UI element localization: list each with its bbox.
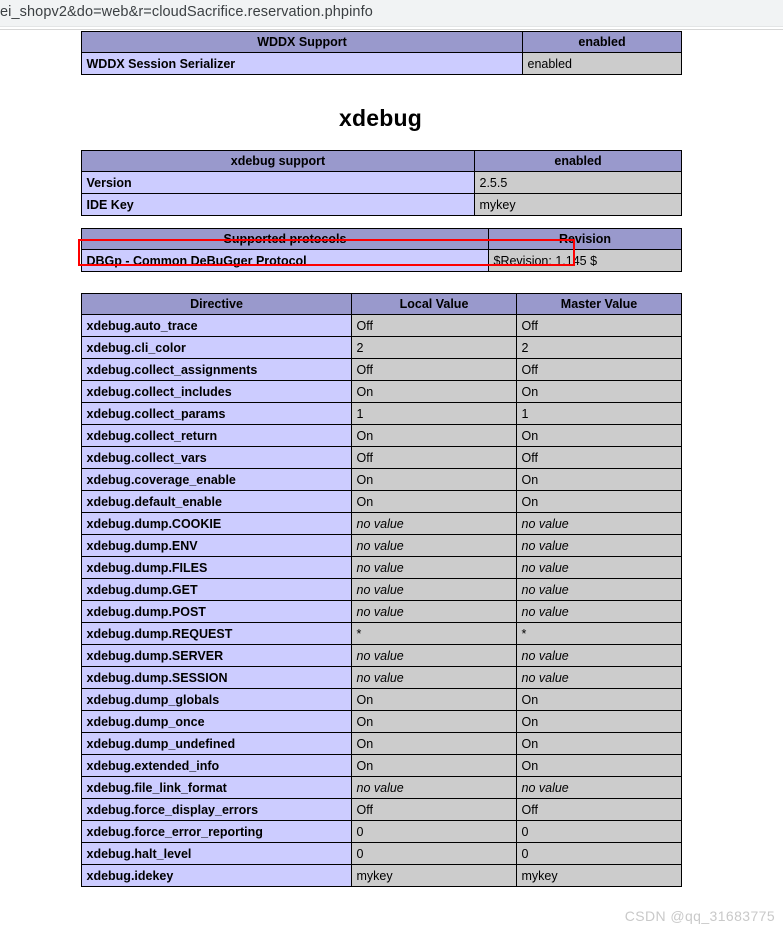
table-row <box>81 755 681 777</box>
directives-header-master-value: Master Value <box>516 294 681 315</box>
directive-local-value: 0 <box>351 821 516 843</box>
watermark: CSDN @qq_31683775 <box>624 908 775 924</box>
directive-local-value <box>351 777 516 799</box>
table-row <box>81 821 681 843</box>
protocols-table-body <box>81 229 681 272</box>
directive-local-value: mykey <box>351 865 516 887</box>
directive-name: xdebug.extended_info <box>81 755 351 777</box>
table-header-row <box>81 229 681 250</box>
browser-url-bar[interactable] <box>0 0 783 27</box>
directive-name: xdebug.collect_params <box>81 403 351 425</box>
directive-master-value: 2 <box>516 337 681 359</box>
spacer <box>81 216 681 228</box>
support-row-name-version: Version <box>81 172 474 194</box>
directive-local-value: Off <box>351 315 516 337</box>
no-value-text: no value <box>521 516 569 531</box>
directive-name: xdebug.dump.GET <box>81 579 351 601</box>
directive-name: xdebug.collect_return <box>81 425 351 447</box>
no-value-text: no value <box>356 560 404 575</box>
table-row <box>81 579 681 601</box>
directive-local-value: On <box>351 711 516 733</box>
table-row <box>81 865 681 887</box>
directives-header-local-value: Local Value <box>351 294 516 315</box>
table-row <box>81 667 681 689</box>
directive-master-value: On <box>516 711 681 733</box>
directive-master-value: On <box>516 733 681 755</box>
directive-master-value <box>516 513 681 535</box>
directive-master-value: Off <box>516 799 681 821</box>
chrome-divider <box>0 28 783 30</box>
table-row <box>81 469 681 491</box>
directive-local-value: On <box>351 381 516 403</box>
supported-protocols-table <box>81 228 682 272</box>
no-value-text: no value <box>356 780 404 795</box>
table-row <box>81 250 681 272</box>
directive-master-value: mykey <box>516 865 681 887</box>
directive-master-value <box>516 645 681 667</box>
directive-master-value <box>516 579 681 601</box>
directive-name: xdebug.dump.REQUEST <box>81 623 351 645</box>
phpinfo-content <box>81 31 681 887</box>
no-value-text: no value <box>356 670 404 685</box>
directive-local-value: 2 <box>351 337 516 359</box>
table-row <box>81 359 681 381</box>
protocols-row-value: $Revision: 1.145 $ <box>488 250 681 272</box>
table-row <box>81 601 681 623</box>
url-text[interactable]: ei_shopv2&do=web&r=cloudSacrifice.reservation.phpinfo <box>0 4 373 20</box>
directive-name: xdebug.dump_once <box>81 711 351 733</box>
directive-master-value <box>516 601 681 623</box>
directive-name: xdebug.dump.FILES <box>81 557 351 579</box>
directive-name: xdebug.collect_includes <box>81 381 351 403</box>
directive-master-value: * <box>516 623 681 645</box>
directive-local-value <box>351 535 516 557</box>
no-value-text: no value <box>356 582 404 597</box>
table-row <box>81 733 681 755</box>
directives-header-directive: Directive <box>81 294 351 315</box>
directive-name: xdebug.cli_color <box>81 337 351 359</box>
directive-local-value <box>351 579 516 601</box>
no-value-text: no value <box>521 604 569 619</box>
xdebug-directives-table <box>81 293 682 887</box>
no-value-text: no value <box>521 648 569 663</box>
no-value-text: no value <box>356 604 404 619</box>
no-value-text: no value <box>521 670 569 685</box>
directive-master-value: On <box>516 381 681 403</box>
spacer <box>81 132 681 150</box>
directive-master-value: 0 <box>516 843 681 865</box>
directive-master-value: On <box>516 425 681 447</box>
directive-name: xdebug.file_link_format <box>81 777 351 799</box>
directive-local-value: On <box>351 491 516 513</box>
table-row <box>81 799 681 821</box>
directive-local-value <box>351 645 516 667</box>
directive-name: xdebug.halt_level <box>81 843 351 865</box>
table-row <box>81 689 681 711</box>
table-header-row <box>81 294 681 315</box>
table-row <box>81 337 681 359</box>
directive-master-value: Off <box>516 447 681 469</box>
table-row <box>81 315 681 337</box>
directive-local-value: 0 <box>351 843 516 865</box>
directive-local-value: 1 <box>351 403 516 425</box>
directive-local-value: On <box>351 425 516 447</box>
directive-master-value <box>516 535 681 557</box>
directive-name: xdebug.collect_assignments <box>81 359 351 381</box>
directive-master-value: On <box>516 689 681 711</box>
table-row <box>81 557 681 579</box>
directive-local-value: Off <box>351 447 516 469</box>
xdebug-support-table <box>81 150 682 216</box>
directive-name: xdebug.dump_undefined <box>81 733 351 755</box>
no-value-text: no value <box>521 560 569 575</box>
directive-name: xdebug.dump.POST <box>81 601 351 623</box>
directive-local-value <box>351 667 516 689</box>
directive-master-value <box>516 777 681 799</box>
no-value-text: no value <box>356 516 404 531</box>
module-title: xdebug <box>339 105 422 131</box>
directive-name: xdebug.force_error_reporting <box>81 821 351 843</box>
table-row <box>81 843 681 865</box>
directive-name: xdebug.coverage_enable <box>81 469 351 491</box>
directive-master-value: Off <box>516 359 681 381</box>
support-row-name-ide-key: IDE Key <box>81 194 474 216</box>
wddx-table-body <box>81 32 681 75</box>
table-row <box>81 491 681 513</box>
protocols-row-name: DBGp - Common DeBuGger Protocol <box>81 250 488 272</box>
spacer <box>81 75 681 105</box>
directive-local-value: Off <box>351 799 516 821</box>
table-row <box>81 645 681 667</box>
no-value-text: no value <box>356 538 404 553</box>
directive-name: xdebug.force_display_errors <box>81 799 351 821</box>
directive-master-value <box>516 557 681 579</box>
directive-local-value <box>351 513 516 535</box>
directive-local-value: On <box>351 755 516 777</box>
protocols-header-value: Revision <box>488 229 681 250</box>
directives-table-body <box>81 294 681 887</box>
directive-name: xdebug.dump.ENV <box>81 535 351 557</box>
directive-local-value: On <box>351 733 516 755</box>
directive-local-value <box>351 601 516 623</box>
wddx-row-name: WDDX Session Serializer <box>81 53 522 75</box>
table-header-row <box>81 151 681 172</box>
wddx-support-table <box>81 31 682 75</box>
no-value-text: no value <box>521 780 569 795</box>
wddx-header-name: WDDX Support <box>81 32 522 53</box>
support-header-name: xdebug support <box>81 151 474 172</box>
spacer <box>81 272 681 293</box>
directive-name: xdebug.auto_trace <box>81 315 351 337</box>
directive-local-value: Off <box>351 359 516 381</box>
support-row-value-version: 2.5.5 <box>474 172 681 194</box>
directive-name: xdebug.dump_globals <box>81 689 351 711</box>
wddx-header-value: enabled <box>522 32 681 53</box>
no-value-text: no value <box>521 582 569 597</box>
directive-local-value <box>351 557 516 579</box>
wddx-row-value: enabled <box>522 53 681 75</box>
table-row-ide-key <box>81 194 681 216</box>
table-row <box>81 53 681 75</box>
directive-name: xdebug.dump.COOKIE <box>81 513 351 535</box>
table-row <box>81 447 681 469</box>
directive-local-value: On <box>351 469 516 491</box>
table-row <box>81 777 681 799</box>
table-row <box>81 513 681 535</box>
no-value-text: no value <box>356 648 404 663</box>
xdebug-support-table-body <box>81 151 681 216</box>
table-row <box>81 381 681 403</box>
directive-master-value: 1 <box>516 403 681 425</box>
table-row <box>81 711 681 733</box>
directive-master-value: 0 <box>516 821 681 843</box>
phpinfo-page <box>0 31 783 938</box>
table-row <box>81 623 681 645</box>
support-header-value: enabled <box>474 151 681 172</box>
directive-master-value: On <box>516 469 681 491</box>
directive-master-value: Off <box>516 315 681 337</box>
directive-name: xdebug.collect_vars <box>81 447 351 469</box>
table-row <box>81 403 681 425</box>
directive-name: xdebug.dump.SESSION <box>81 667 351 689</box>
directive-master-value <box>516 667 681 689</box>
support-row-value-ide-key: mykey <box>474 194 681 216</box>
directive-name: xdebug.dump.SERVER <box>81 645 351 667</box>
directive-name: xdebug.default_enable <box>81 491 351 513</box>
directive-master-value: On <box>516 755 681 777</box>
no-value-text: no value <box>521 538 569 553</box>
directive-local-value: * <box>351 623 516 645</box>
table-row <box>81 535 681 557</box>
protocols-header-name: Supported protocols <box>81 229 488 250</box>
table-header-row <box>81 32 681 53</box>
table-row <box>81 172 681 194</box>
directive-local-value: On <box>351 689 516 711</box>
table-row <box>81 425 681 447</box>
directive-name: xdebug.idekey <box>81 865 351 887</box>
directive-master-value: On <box>516 491 681 513</box>
